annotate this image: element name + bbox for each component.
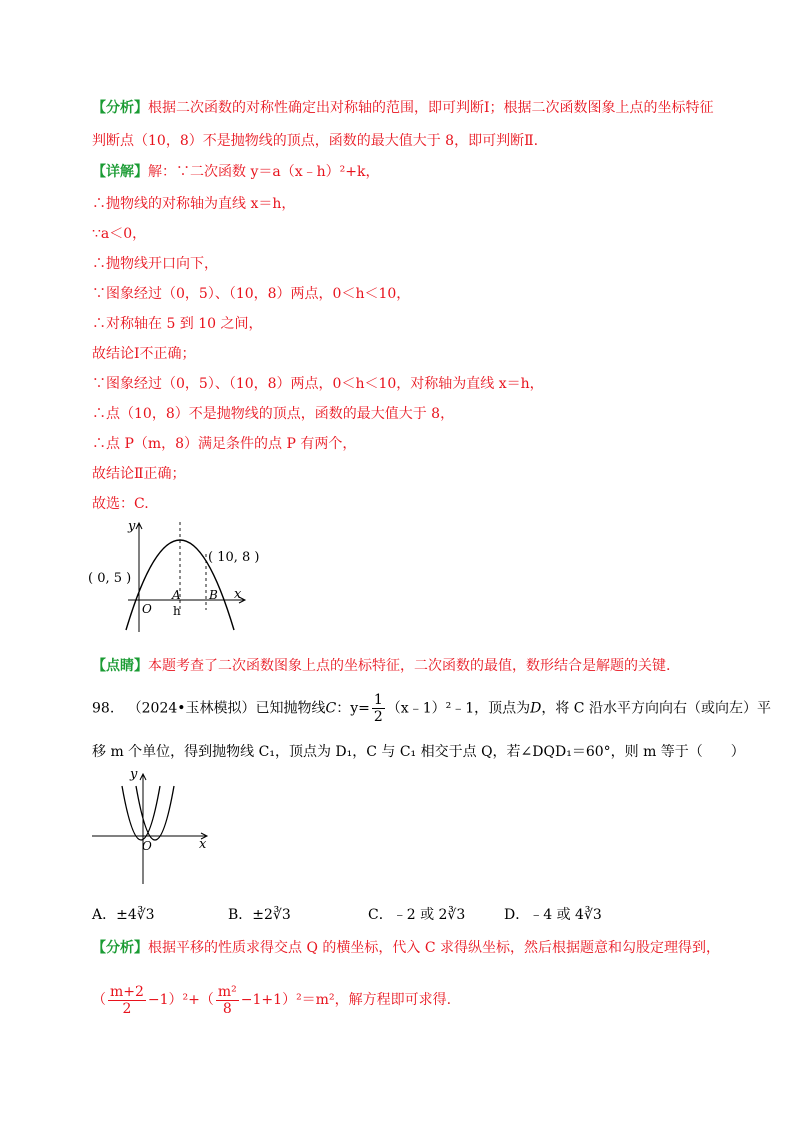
analysis-tag: 【分析】 [92,100,148,116]
x-axis-label: x [199,837,207,852]
analysis-text-1: 根据二次函数的对称性确定出对称轴的范围，即可判断Ⅰ；根据二次函数图象上点的坐标特征 [148,100,714,116]
eq-fraction-2 [216,984,239,1017]
detail-line-3: ∴抛物线开口向下， [92,256,218,272]
eq-frac1-num: m+2 [110,983,144,1000]
detail-line-10: 故结论Ⅱ正确； [92,466,186,482]
detail-line-7: ∵图象经过（0，5）、（10，8）两点，0＜h＜10，对称轴为直线 x＝h， [92,376,544,392]
analysis2-line-1 [92,938,720,958]
question-number: 98. [92,700,115,717]
y-axis-label: y [130,767,138,782]
analysis-line-2: 判断点（10，8）不是抛物线的顶点，函数的最大值大于 8，即可判断Ⅱ. [92,133,539,149]
question-expr-rest: （x﹣1）²﹣1，顶点为 [386,700,531,717]
analysis2-equation [92,980,451,1020]
detail-line-11: 故选：C. [92,496,149,512]
origin-label: O [142,839,152,853]
option-c[interactable] [368,904,465,924]
comment-text: 本题考查了二次函数图象上点的坐标特征，二次函数的最值，数形结合是解题的关键. [148,658,671,674]
eq-frac2-num: m² [217,983,237,1000]
question-curve: C [325,700,337,717]
question-line-1 [92,692,771,725]
question-frac-den: 2 [373,709,383,725]
comment-line [92,656,670,676]
analysis2-text-1: 根据平移的性质求得交点 Q 的横坐标，代入 C 求得纵坐标，然后根据题意和勾股定理得到， [148,940,720,956]
point-10-8-label: ( 10, 8 ) [208,550,260,565]
eq-frac2-den: 8 [222,1000,232,1017]
detail-line-0 [92,162,379,182]
option-c-label: C． [368,907,393,923]
question-rest-1: ，将 C 沿水平方向向右（或向左）平 [541,700,771,717]
detail-text-0: 解：∵二次函数 y＝a（x﹣h）²+k， [148,164,380,180]
option-a-label: A． [92,907,117,923]
question-vertex: D [530,700,542,717]
eq-rest: −1+1）²＝m²，解方程即可求得. [240,992,452,1008]
detail-tag: 【详解】 [92,164,148,180]
point-0-5-label: ( 0, 5 ) [88,571,132,586]
question-line-2: 移 m 个单位，得到抛物线 C₁，顶点为 D₁，C 与 C₁ 相交于点 Q，若∠DQD₁＝60°，则 m 等于（ ） [92,744,745,760]
eq-frac1-den: 2 [122,1000,132,1017]
option-d-label: D． [504,907,530,923]
detail-line-8: ∴点（10，8）不是抛物线的顶点，函数的最大值大于 8， [92,406,455,422]
analysis-line-1 [92,98,714,118]
point-b-label: B [209,588,218,602]
analysis2-tag: 【分析】 [92,940,148,956]
detail-line-5: ∴对称轴在 5 到 10 之间， [92,316,263,332]
question-frac-num: 1 [373,692,383,708]
parabola-figure-2 [88,764,218,888]
origin-label: O [142,602,152,616]
option-a[interactable] [92,904,155,924]
option-b-text: ±2∛3 [252,907,291,923]
option-b[interactable] [228,904,291,924]
point-a-label: A [172,588,181,602]
eq-fraction-1 [108,984,146,1017]
detail-line-4: ∵图象经过（0，5）、（10，8）两点，0＜h＜10， [92,286,411,302]
detail-line-1: ∴抛物线的对称轴为直线 x＝h， [92,196,296,212]
eq-minus-one: −1）²+（ [147,992,214,1008]
option-a-text: ±4∛3 [116,907,155,923]
question-source: （2024•玉林模拟）已知抛物线 [127,700,326,717]
option-c-text: ﹣2 或 2∛3 [392,907,466,923]
detail-line-6: 故结论Ⅰ不正确； [92,346,196,362]
question-fraction [372,692,385,725]
option-b-label: B． [228,907,253,923]
h-label: h [173,604,181,618]
comment-tag: 【点睛】 [92,658,148,674]
x-axis-label: x [234,587,242,602]
detail-line-2: ∵a＜0， [92,226,147,242]
y-axis-label: y [128,519,136,534]
parabola-figure-1 [88,512,268,634]
option-d[interactable] [504,904,602,924]
detail-line-9: ∴点 P（m，8）满足条件的点 P 有两个， [92,436,357,452]
eq-open-paren: （ [92,992,106,1008]
question-colon-y: ：y= [336,700,370,717]
option-d-text: ﹣4 或 4∛3 [529,907,602,923]
